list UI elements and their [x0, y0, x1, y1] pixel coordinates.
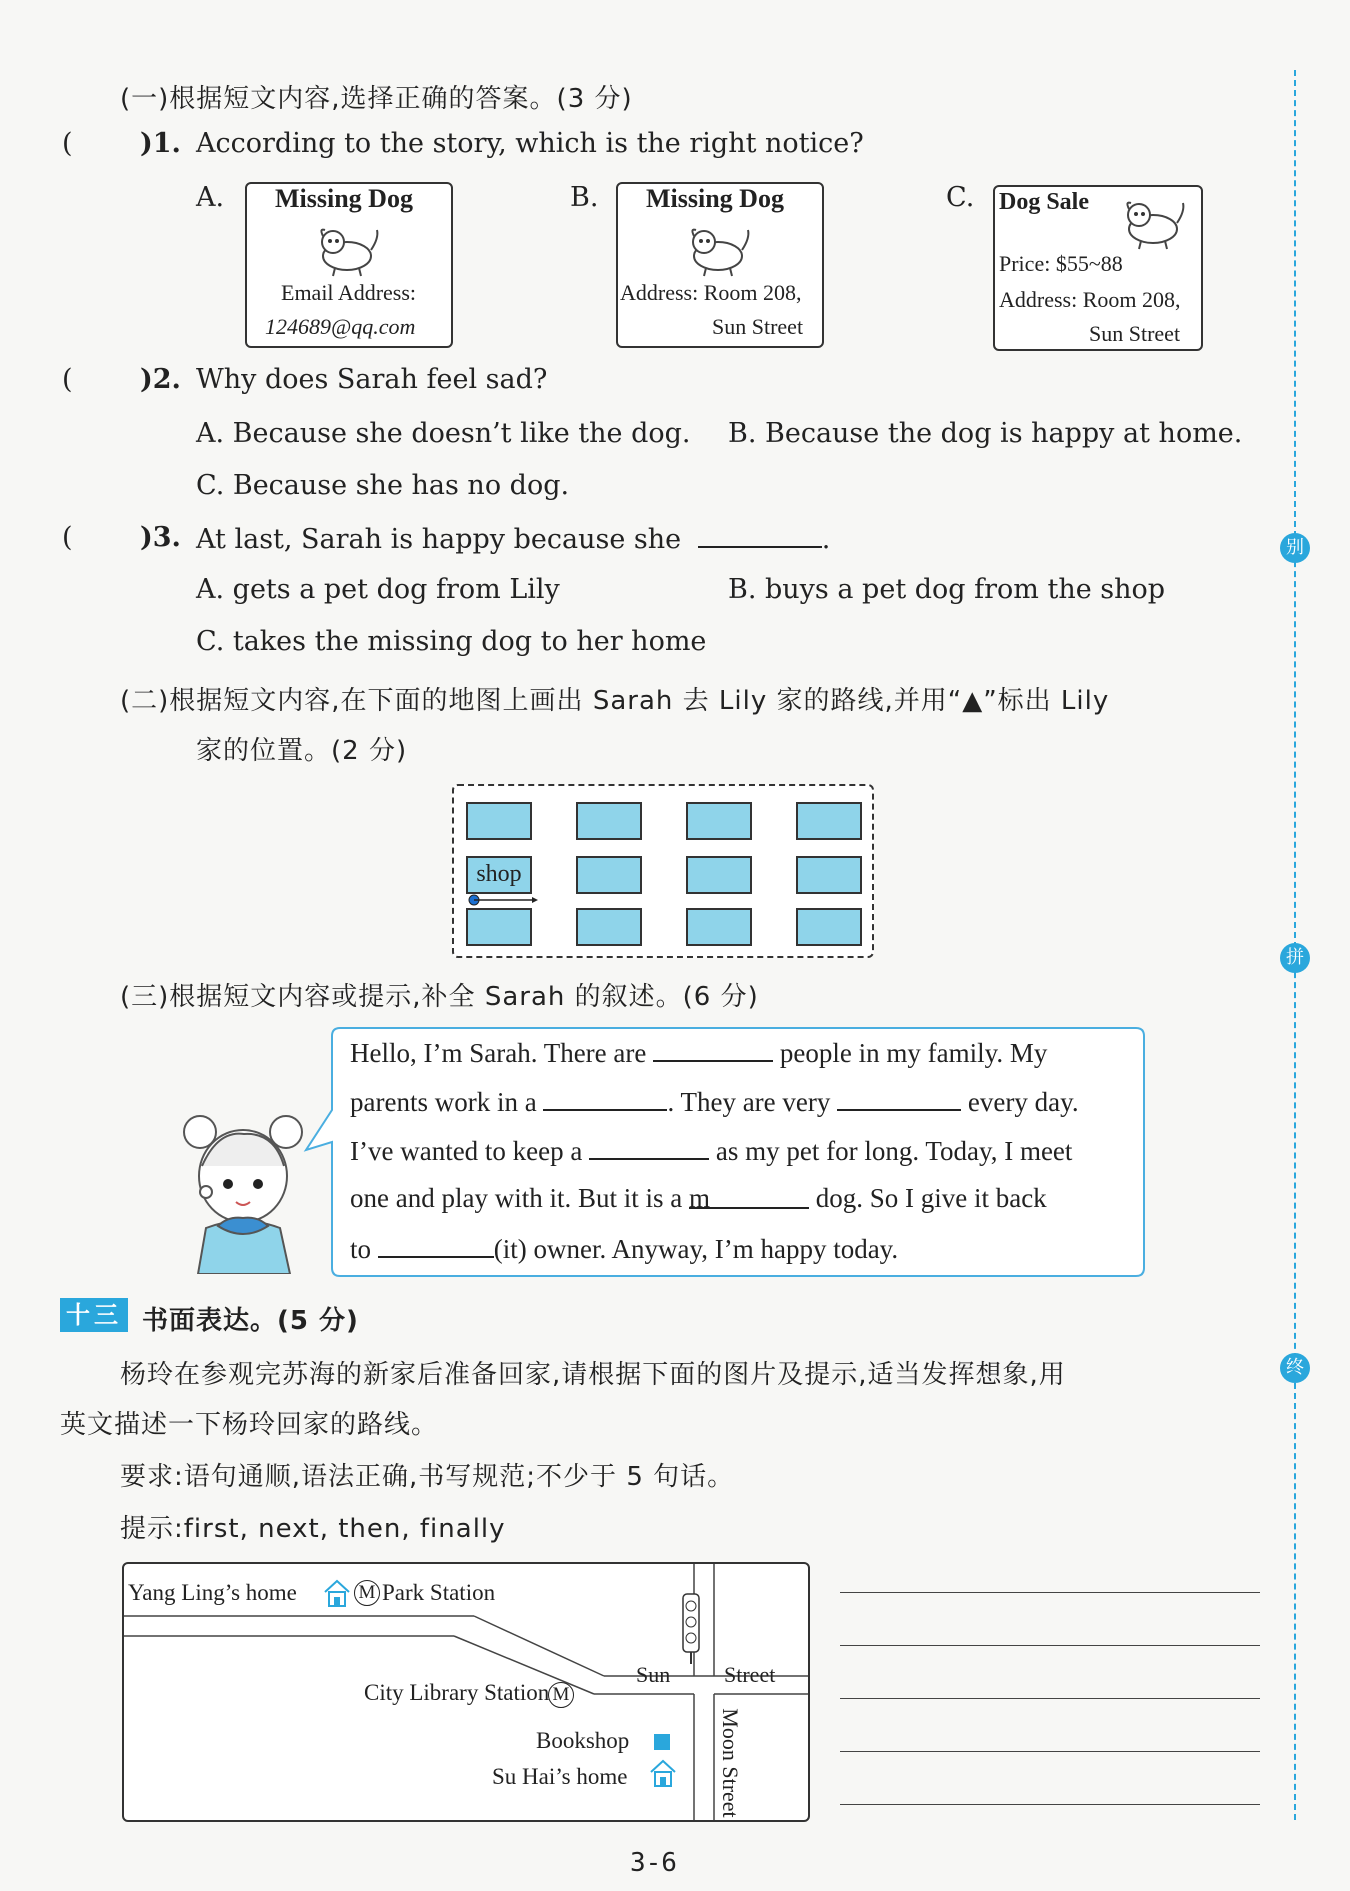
page-number: 3-6 — [630, 1848, 677, 1878]
fill-blank[interactable] — [589, 1134, 709, 1160]
bubble-text: . They are very — [667, 1087, 831, 1117]
fill-blank[interactable] — [837, 1085, 961, 1111]
notice-a-title: Missing Dog — [275, 184, 413, 213]
q2-option-a[interactable]: A. Because she doesn’t like the dog. — [196, 418, 691, 449]
yang-ling-home-label: Yang Ling’s home — [128, 1580, 297, 1605]
q1-text: According to the story, which is the right notice? — [196, 128, 864, 159]
q2-text: Why does Sarah feel sad? — [196, 364, 548, 395]
section-badge: 十三 — [60, 1298, 128, 1332]
notice-c-line3: Sun Street — [1089, 321, 1181, 346]
q1-answer-paren[interactable]: ( — [62, 128, 73, 159]
part2-heading-line2: 家的位置。(2 分) — [196, 736, 408, 766]
bubble-text: dog. So I give it back — [815, 1183, 1047, 1213]
q3-end: . — [821, 524, 831, 555]
bookshop-label: Bookshop — [536, 1728, 630, 1753]
start-arrow-icon — [468, 894, 538, 906]
dog-icon — [1113, 191, 1193, 251]
q3-number: )3. — [140, 522, 181, 553]
section13-hint: 提示:first, next, then, finally — [120, 1514, 506, 1544]
q3-option-a[interactable]: A. gets a pet dog from Lily — [196, 574, 560, 605]
map-block — [686, 802, 752, 840]
section13-title: 书面表达。(5 分) — [142, 1306, 359, 1336]
dog-icon — [678, 218, 758, 278]
q3-stem: At last, Sarah is happy because she — [196, 524, 682, 555]
side-icon-2: 拼 — [1280, 943, 1310, 973]
bubble-text: as my pet for long. Today, I meet — [715, 1136, 1073, 1166]
dog-icon — [307, 218, 387, 278]
bookshop-icon — [654, 1734, 670, 1750]
fill-blank[interactable] — [378, 1232, 494, 1258]
blank-hint-letter: m — [688, 1183, 710, 1213]
shop-label: shop — [476, 861, 522, 887]
writing-line[interactable] — [840, 1592, 1260, 1593]
notice-c-line1: Price: $55~88 — [999, 251, 1123, 276]
q2-option-b[interactable]: B. Because the dog is happy at home. — [728, 418, 1243, 449]
map-block — [576, 802, 642, 840]
street-map — [122, 1562, 810, 1822]
bubble-text: every day. — [967, 1087, 1079, 1117]
writing-line[interactable] — [840, 1698, 1260, 1699]
part2-heading-line1: (二)根据短文内容,在下面的地图上画出 Sarah 去 Lily 家的路线,并用“▲”标出 Lily — [120, 686, 1110, 716]
bubble-text: one and play with it. But it is a — [350, 1183, 683, 1213]
q3-option-c[interactable]: C. takes the missing dog to her home — [196, 626, 707, 657]
metro-icon: M — [354, 1580, 380, 1606]
q2-number: )2. — [140, 364, 181, 395]
section13-requirements: 要求:语句通顺,语法正确,书写规范;不少于 5 句话。 — [120, 1462, 735, 1492]
section13-paragraph-line1: 杨玲在参观完苏海的新家后准备回家,请根据下面的图片及提示,适当发挥想象,用 — [120, 1360, 1066, 1390]
part3-heading: (三)根据短文内容或提示,补全 Sarah 的叙述。(6 分) — [120, 982, 759, 1012]
writing-line[interactable] — [840, 1751, 1260, 1752]
shop-block — [466, 856, 532, 894]
notice-c-line2: Address: Room 208, — [999, 287, 1181, 312]
map-block — [466, 802, 532, 840]
sun-label: Sun — [636, 1662, 671, 1687]
q3-blank[interactable] — [698, 522, 822, 548]
house-icon — [322, 1578, 352, 1608]
map-block — [796, 856, 862, 894]
notice-a[interactable] — [245, 182, 453, 348]
map-block — [576, 856, 642, 894]
bubble-text: parents work in a — [350, 1087, 537, 1117]
map-block — [466, 908, 532, 946]
notice-b-title: Missing Dog — [646, 184, 784, 213]
q1-option-a-letter: A. — [196, 182, 225, 213]
q2-option-c[interactable]: C. Because she has no dog. — [196, 470, 570, 501]
bubble-text: I’ve wanted to keep a — [350, 1136, 583, 1166]
bubble-line-5 — [350, 1232, 898, 1265]
notice-b[interactable] — [616, 182, 824, 348]
q1-option-b-letter: B. — [570, 182, 599, 213]
notice-c-title: Dog Sale — [999, 189, 1089, 215]
moon-street-label: Moon Street — [718, 1708, 743, 1818]
section13-paragraph-line2: 英文描述一下杨玲回家的路线。 — [60, 1410, 439, 1440]
map-block — [686, 856, 752, 894]
metro-icon: M — [548, 1682, 574, 1708]
side-icon-1: 别 — [1280, 533, 1310, 563]
house-icon — [648, 1758, 678, 1788]
notice-a-line2: 124689@qq.com — [265, 314, 416, 339]
map-block — [686, 908, 752, 946]
bubble-line-1 — [350, 1036, 1047, 1069]
q3-answer-paren[interactable]: ( — [62, 522, 73, 553]
girl-illustration — [178, 1104, 308, 1274]
notice-c[interactable] — [993, 185, 1203, 351]
map-block — [576, 908, 642, 946]
fill-blank[interactable] — [543, 1085, 667, 1111]
park-station-label: Park Station — [382, 1580, 496, 1605]
bubble-line-4 — [350, 1183, 1047, 1214]
street-label: Street — [724, 1662, 776, 1687]
q1-option-c-letter: C. — [946, 182, 975, 213]
bubble-text: (it) owner. Anyway, I’m happy today. — [493, 1234, 899, 1264]
side-icon-3: 终 — [1280, 1353, 1310, 1383]
part1-heading: (一)根据短文内容,选择正确的答案。(3 分) — [120, 84, 633, 114]
map-block — [796, 908, 862, 946]
bubble-line-3 — [350, 1134, 1072, 1167]
bubble-text: Hello, I’m Sarah. There are — [350, 1038, 647, 1068]
fill-blank[interactable] — [688, 1183, 809, 1213]
q2-answer-paren[interactable]: ( — [62, 364, 73, 395]
notice-b-line2: Sun Street — [712, 314, 804, 339]
q3-text — [196, 522, 830, 556]
map-block — [796, 802, 862, 840]
writing-line[interactable] — [840, 1804, 1260, 1805]
fill-blank[interactable] — [653, 1036, 773, 1062]
city-library-label: City Library Station — [364, 1680, 550, 1705]
route-map[interactable] — [452, 784, 874, 958]
bubble-text: people in my family. My — [779, 1038, 1048, 1068]
traffic-light-icon — [680, 1592, 702, 1664]
notice-b-line1: Address: Room 208, — [620, 280, 802, 305]
q3-option-b[interactable]: B. buys a pet dog from the shop — [728, 574, 1166, 605]
bubble-line-2 — [350, 1085, 1079, 1118]
bubble-text: to — [350, 1234, 372, 1264]
notice-a-line1: Email Address: — [281, 280, 417, 305]
q1-number: )1. — [140, 128, 181, 159]
su-hai-home-label: Su Hai’s home — [492, 1764, 628, 1789]
writing-line[interactable] — [840, 1645, 1260, 1646]
